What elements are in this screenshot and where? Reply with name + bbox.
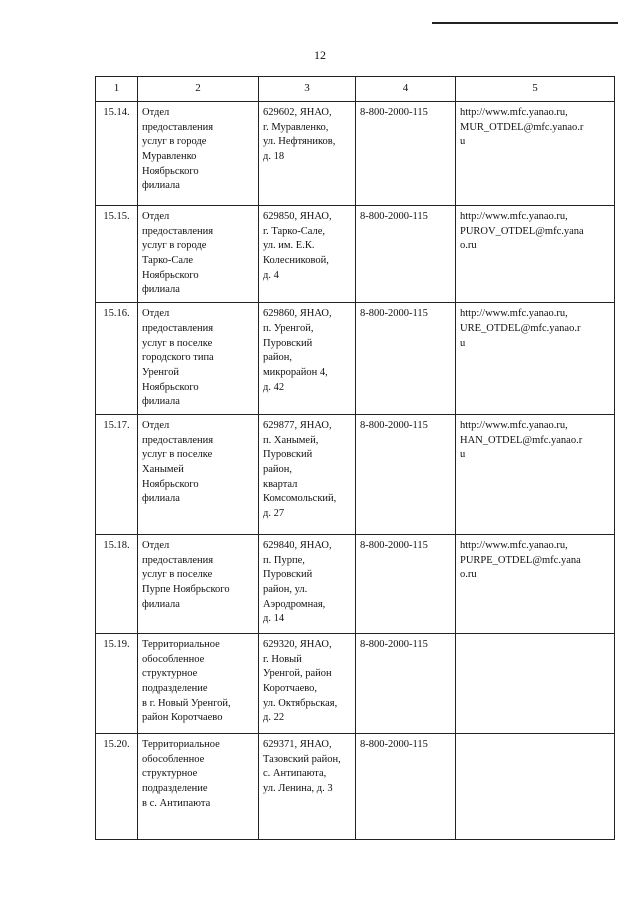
web-email-cell-line: http://www.mfc.yanao.ru, [460,308,568,320]
office-name-cell-line: предоставления [142,225,214,237]
office-name-cell [138,733,259,839]
office-name-cell-line: филиала [142,396,180,408]
office-name-cell-line: Пурпе Ноябрьского [142,584,230,595]
address-cell-line: д. 22 [263,712,285,724]
address-cell-line: п. Ханымей, [263,434,319,446]
column-header: 3 [259,77,356,102]
address-cell-line: квартал [263,478,298,490]
web-email-cell [456,633,615,733]
address-cell-line: 629602, ЯНАО, [263,107,332,118]
row-number: 15.14. [96,102,138,206]
address-cell-line: ул. Нефтяников, [263,136,336,148]
phone-cell: 8-800-2000-115 [356,733,456,839]
office-name-cell-line: филиала [142,284,180,296]
phone-cell: 8-800-2000-115 [356,633,456,733]
office-name-cell [138,414,259,534]
office-name-cell [138,534,259,633]
address-cell-line: 629877, ЯНАО, [263,419,332,431]
row-number: 15.18. [96,534,138,633]
phone-cell: 8-800-2000-115 [356,303,456,415]
table-row [96,733,615,839]
address-cell-line: г. Муравленко, [263,121,329,133]
row-number: 15.19. [96,633,138,733]
office-name-cell-line: Муравленко [142,151,197,163]
address-cell-line: ул. Октябрьская, [263,697,338,709]
address-cell-line: Аэродромная, [263,598,326,610]
office-name-cell-line: подразделение [142,683,208,694]
office-name-cell-line: район Коротчаево [142,712,223,724]
address-cell-line: район, ул. [263,584,308,595]
office-name-cell-line: Отдел [142,308,170,320]
top-rule [432,22,618,24]
web-email-cell-line: PUROV_OTDEL@mfc.yana [460,225,584,237]
web-email-cell [456,534,615,633]
office-name-cell-line: Ханымей [142,464,184,475]
table-row [96,206,615,303]
office-name-cell-line: обособленное [142,753,205,765]
office-name-cell-line: Отдел [142,107,170,118]
office-name-cell-line: филиала [142,598,180,610]
web-email-cell-line: o.ru [460,569,477,581]
office-name-cell-line: Отдел [142,419,170,431]
address-cell-line: г. Тарко-Сале, [263,225,326,237]
column-header: 1 [96,77,138,102]
row-number: 15.15. [96,206,138,303]
table-body [96,102,615,840]
office-name-cell-line: предоставления [142,322,214,334]
address-cell [259,534,356,633]
address-cell-line: 629850, ЯНАО, [263,211,332,222]
address-cell-line: Тазовский район, [263,753,341,765]
office-name-cell [138,633,259,733]
page-number: 12 [314,48,326,62]
web-email-cell-line: u [460,136,466,148]
address-cell-line: Коротчаево, [263,683,318,694]
address-cell-line: д. 14 [263,613,285,625]
web-email-cell-line: u [460,337,466,349]
column-header: 4 [356,77,456,102]
header-row [96,77,615,102]
address-cell-line: д. 42 [263,381,285,393]
address-cell-line: д. 18 [263,151,285,163]
address-cell [259,206,356,303]
web-email-cell [456,414,615,534]
office-name-cell-line: подразделение [142,783,208,794]
office-name-cell [138,206,259,303]
address-cell-line: 629840, ЯНАО, [263,539,332,551]
office-name-cell-line: Уренгой [142,366,179,378]
office-name-cell-line: в г. Новый Уренгой, [142,697,231,709]
address-cell-line: п. Пурпе, [263,554,305,566]
address-cell-line: г. Новый [263,653,302,665]
address-cell-line: район, [263,464,293,475]
address-cell [259,303,356,415]
offices-table [95,76,615,840]
address-cell-line: Уренгой, район [263,668,332,680]
web-email-cell-line: HAN_OTDEL@mfc.yanao.r [460,434,583,446]
office-name-cell-line: Отдел [142,539,170,551]
office-name-cell-line: обособленное [142,653,205,665]
office-name-cell-line: филиала [142,180,180,192]
web-email-cell [456,206,615,303]
web-email-cell [456,303,615,415]
office-name-cell-line: структурное [142,768,198,780]
address-cell-line: п. Уренгой, [263,322,314,334]
address-cell-line: 629371, ЯНАО, [263,738,332,750]
office-name-cell-line: Территориальное [142,738,220,750]
office-name-cell-line: услуг в городе [142,240,207,252]
web-email-cell-line: u [460,449,466,461]
address-cell-line: 629860, ЯНАО, [263,308,332,320]
office-name-cell-line: предоставления [142,554,214,566]
address-cell-line: Колесниковой, [263,255,329,267]
office-name-cell-line: услуг в городе [142,136,207,148]
address-cell-line: ул. им. Е.К. [263,240,315,252]
office-name-cell-line: городского типа [142,352,214,364]
address-cell [259,102,356,206]
phone-cell: 8-800-2000-115 [356,534,456,633]
address-cell-line: 629320, ЯНАО, [263,638,332,650]
address-cell-line: Комсомольский, [263,493,337,505]
web-email-cell-line: MUR_OTDEL@mfc.yanao.r [460,121,584,133]
web-email-cell-line: http://www.mfc.yanao.ru, [460,419,568,431]
office-name-cell-line: в с. Антипаюта [142,797,211,809]
address-cell [259,414,356,534]
column-header: 5 [456,77,615,102]
address-cell-line: Пуровский [263,449,313,461]
address-cell [259,633,356,733]
row-number: 15.16. [96,303,138,415]
phone-cell: 8-800-2000-115 [356,206,456,303]
phone-cell: 8-800-2000-115 [356,102,456,206]
phone-cell: 8-800-2000-115 [356,414,456,534]
office-name-cell-line: филиала [142,493,180,505]
web-email-cell-line: URE_OTDEL@mfc.yanao.r [460,322,581,334]
web-email-cell-line: o.ru [460,240,477,252]
office-name-cell [138,102,259,206]
office-name-cell-line: Ноябрьского [142,478,199,490]
web-email-cell-line: http://www.mfc.yanao.ru, [460,211,568,222]
office-name-cell-line: Отдел [142,211,170,222]
address-cell [259,733,356,839]
row-number: 15.17. [96,414,138,534]
table-row [96,303,615,415]
table-row [96,414,615,534]
address-cell-line: Пуровский [263,569,313,581]
office-name-cell-line: предоставления [142,434,214,446]
address-cell-line: Пуровский [263,337,313,349]
office-name-cell-line: услуг в поселке [142,449,213,461]
office-name-cell-line: Ноябрьского [142,269,199,281]
office-name-cell-line: услуг в поселке [142,337,213,349]
row-number: 15.20. [96,733,138,839]
address-cell-line: ул. Ленина, д. 3 [263,783,333,794]
web-email-cell-line: http://www.mfc.yanao.ru, [460,539,568,551]
table-row [96,102,615,206]
web-email-cell-line: PURPE_OTDEL@mfc.yana [460,554,581,566]
address-cell-line: д. 4 [263,269,279,281]
web-email-cell [456,733,615,839]
table-row [96,633,615,733]
office-name-cell-line: предоставления [142,121,214,133]
web-email-cell [456,102,615,206]
web-email-cell-line: http://www.mfc.yanao.ru, [460,107,568,118]
office-name-cell-line: Тарко-Сале [142,255,194,267]
office-name-cell-line: услуг в поселке [142,569,213,581]
office-name-cell-line: структурное [142,668,198,680]
office-name-cell-line: Территориальное [142,638,220,650]
address-cell-line: д. 27 [263,508,285,520]
table-row [96,534,615,633]
office-name-cell-line: Ноябрьского [142,165,199,177]
address-cell-line: микрорайон 4, [263,366,328,378]
address-cell-line: район, [263,352,293,364]
office-name-cell-line: Ноябрьского [142,381,199,393]
column-header: 2 [138,77,259,102]
address-cell-line: с. Антипаюта, [263,768,327,780]
office-name-cell [138,303,259,415]
